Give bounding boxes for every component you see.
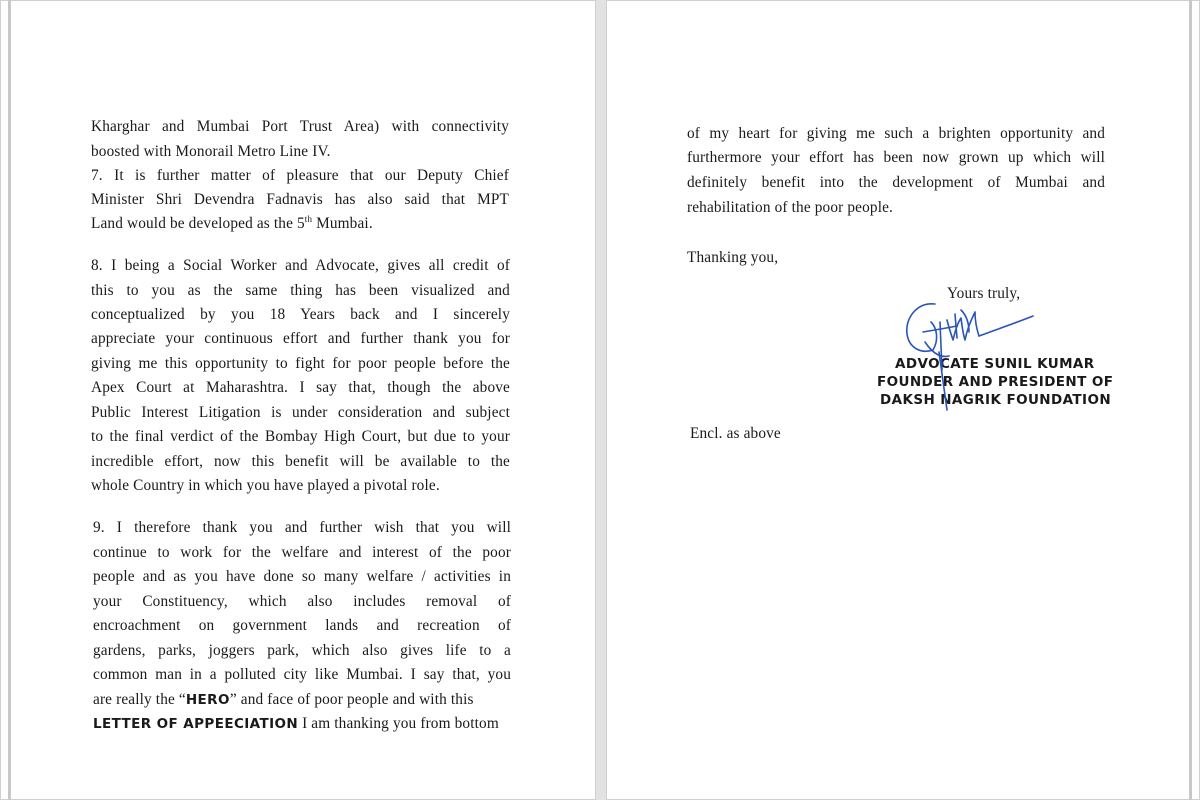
paragraph-line: people and as you have done so many welfare / activities in: [93, 568, 511, 585]
page-gutter: [596, 0, 606, 800]
paragraph-line: appreciate your continuous effort and further thank you for: [91, 330, 510, 347]
right-page-edge: [1189, 0, 1192, 800]
paragraph-line: of my heart for giving me such a brighten opportunity and: [687, 125, 1105, 142]
closing-salutation: Thanking you,: [687, 249, 779, 266]
paragraph-line: this to you as the same thing has been visualized and: [91, 282, 510, 299]
paragraph-line: your Constituency, which also includes removal of: [93, 593, 511, 610]
paragraph-line: Minister Shri Devendra Fadnavis has also said that MPT: [91, 191, 509, 208]
paragraph-line: encroachment on government lands and recreation of: [93, 617, 511, 634]
text-span: ” and face of poor people and with this: [229, 691, 474, 708]
paragraph-line: rehabilitation of the poor people.: [687, 199, 894, 216]
text-span: I am thanking you from bottom: [298, 715, 499, 732]
paragraph-8-line: 8. I being a Social Worker and Advocate, gives all credit of: [91, 257, 510, 274]
signatory-name: ADVOCATE SUNIL KUMAR: [895, 356, 1095, 372]
paragraph-line: boosted with Monorail Metro Line IV.: [91, 143, 331, 160]
paragraph-line: incredible effort, now this benefit will be available to the: [91, 453, 510, 470]
paragraph-line: to the final verdict of the Bombay High Court, but due to your: [91, 428, 510, 445]
paragraph-line: Public Interest Litigation is under consideration and subject: [91, 404, 510, 421]
signatory-organization: DAKSH NAGRIK FOUNDATION: [880, 392, 1112, 408]
yours-truly: Yours truly,: [947, 285, 1021, 302]
paragraph-line: furthermore your effort has been now grown up which will: [687, 149, 1105, 166]
paragraph-line: common man in a polluted city like Mumbai. I say that, you: [93, 666, 511, 683]
handwritten-signature: [895, 292, 1040, 412]
paragraph-line: definitely benefit into the development of Mumbai and: [687, 174, 1105, 191]
signatory-title: FOUNDER AND PRESIDENT OF: [877, 374, 1114, 390]
paragraph-line: giving me this opportunity to fight for poor people before the: [91, 355, 510, 372]
paragraph-line: Apex Court at Maharashtra. I say that, though the above: [91, 379, 510, 396]
left-page-edge: [8, 0, 11, 800]
paragraph-line: conceptualized by you 18 Years back and I sincerely: [91, 306, 510, 323]
paragraph-line-mpt: [91, 214, 373, 234]
paragraph-line-letter: [93, 714, 499, 734]
paragraph-line: continue to work for the welfare and interest of the poor: [93, 544, 511, 561]
letter-title-emphasis: LETTER OF APPEECIATION: [93, 716, 299, 732]
text-span: Land would be developed as the 5: [91, 215, 305, 232]
paragraph-line: gardens, parks, joggers park, which also gives life to a: [93, 642, 511, 659]
enclosure-note: Encl. as above: [690, 425, 781, 442]
superscript: th: [304, 214, 313, 224]
paragraph-line-hero: [93, 690, 474, 710]
text-span: are really the “: [93, 691, 186, 708]
paragraph-7-line: 7. It is further matter of pleasure that our Deputy Chief: [91, 167, 509, 184]
paragraph-line: whole Country in which you have played a pivotal role.: [91, 477, 440, 494]
text-span: Mumbai.: [312, 215, 373, 232]
hero-emphasis: HERO: [185, 692, 230, 708]
paragraph-line: Kharghar and Mumbai Port Trust Area) with connectivity: [91, 118, 509, 135]
paragraph-9-line: 9. I therefore thank you and further wish that you will: [93, 519, 511, 536]
